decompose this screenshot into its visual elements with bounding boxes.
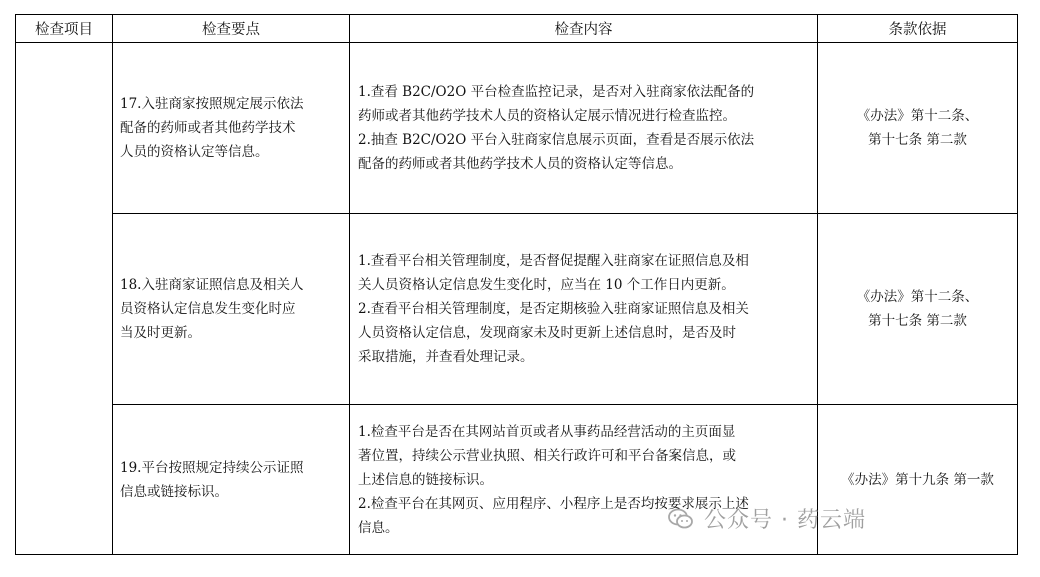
table-row	[16, 214, 1018, 405]
point-line: 人员的资格认定等信息。	[120, 144, 269, 160]
header-item: 检查项目	[16, 15, 113, 43]
content-line: 2.抽查 B2C/O2O 平台入驻商家信息展示页面，查看是否展示依法	[358, 132, 755, 148]
point-cell	[113, 214, 350, 405]
basis-line: 《办法》第十九条 第一款	[841, 471, 994, 488]
point-line: 当及时更新。	[120, 325, 201, 341]
point-line: 17.入驻商家按照规定展示依法	[120, 96, 304, 112]
content-cell	[350, 43, 818, 214]
point-line: 信息或链接标识。	[120, 483, 228, 500]
content-line: 著位置，持续公示营业执照、相关行政许可和平台备案信息，或	[358, 447, 736, 464]
basis-line: 《办法》第十二条、	[856, 289, 979, 305]
point-cell	[113, 405, 350, 555]
header-row	[16, 15, 1018, 43]
table-row	[16, 43, 1018, 214]
header-basis: 条款依据	[818, 15, 1018, 43]
basis-line: 第十七条 第二款	[868, 132, 967, 148]
basis-line: 《办法》第十二条、	[856, 108, 979, 124]
basis-cell	[818, 214, 1018, 405]
content-line: 采取措施，并查看处理记录。	[358, 349, 534, 365]
content-cell	[350, 214, 818, 405]
watermark	[668, 503, 866, 534]
point-cell	[113, 43, 350, 214]
point-line: 19.平台按照规定持续公示证照	[120, 459, 304, 476]
content-line: 1.检查平台是否在其网站首页或者从事药品经营活动的主页面显	[358, 423, 736, 440]
content-line: 1.查看 B2C/O2O 平台检查监控记录，是否对入驻商家依法配备的	[358, 84, 755, 100]
content-line: 1.查看平台相关管理制度，是否督促提醒入驻商家在证照信息及相	[358, 253, 749, 269]
table-row	[16, 405, 1018, 555]
point-line: 员资格认定信息发生变化时应	[120, 301, 296, 317]
header-point: 检查要点	[113, 15, 350, 43]
basis-cell	[818, 43, 1018, 214]
content-line: 关人员资格认定信息发生变化时，应当在 10 个工作日内更新。	[358, 277, 735, 293]
content-line: 配备的药师或者其他药学技术人员的资格认定等信息。	[358, 156, 682, 172]
header-content: 检查内容	[350, 15, 818, 43]
content-line: 上述信息的链接标识。	[358, 471, 493, 488]
item-cell	[16, 43, 113, 555]
content-line: 信息。	[358, 519, 399, 536]
basis-line: 第十七条 第二款	[868, 313, 967, 329]
content-line: 2.查看平台相关管理制度，是否定期核验入驻商家证照信息及相关	[358, 301, 749, 317]
watermark-text: 公众号 · 药云端	[704, 508, 866, 533]
content-line: 人员资格认定信息，发现商家未及时更新上述信息时，是否及时	[358, 325, 736, 341]
content-line: 2.检查平台在其网页、应用程序、小程序上是否均按要求展示上述	[358, 495, 749, 512]
point-line: 18.入驻商家证照信息及相关人	[120, 277, 304, 293]
content-line: 药师或者其他药学技术人员的资格认定展示情况进行检查监控。	[358, 108, 736, 124]
wechat-icon	[668, 506, 694, 532]
inspection-table	[15, 14, 1018, 555]
point-line: 配备的药师或者其他药学技术	[120, 120, 296, 136]
